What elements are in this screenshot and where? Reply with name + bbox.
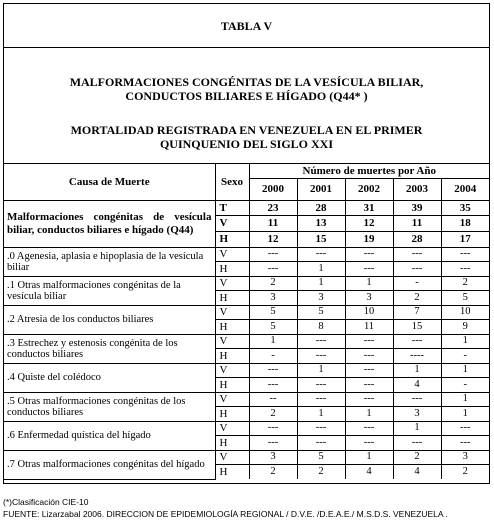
value-cell: 39: [393, 200, 441, 215]
sex-cell: V: [215, 392, 249, 407]
value-cell: ---: [393, 392, 441, 407]
value-cell: 1: [393, 363, 441, 378]
value-cell: 1: [345, 407, 393, 422]
value-cell: ---: [345, 392, 393, 407]
value-cell: 10: [441, 305, 489, 320]
year-header: 2001: [297, 178, 345, 200]
value-cell: 1: [249, 334, 297, 349]
value-cell: ---: [345, 247, 393, 262]
value-cell: 2: [393, 450, 441, 465]
value-cell: 5: [297, 305, 345, 320]
heading-line-1: MALFORMACIONES CONGÉNITAS DE LA VESÍCULA BILIAR,: [69, 75, 424, 89]
value-cell: 31: [345, 200, 393, 215]
value-cell: 4: [393, 378, 441, 393]
value-cell: 5: [441, 291, 489, 306]
cause-cell: .4 Quiste del colédoco: [4, 363, 215, 392]
value-cell: 12: [345, 215, 393, 231]
table-row: [4, 247, 489, 262]
value-cell: ---: [345, 349, 393, 364]
cause-cell: .0 Agenesia, aplasia e hipoplasia de la vesícula biliar: [4, 247, 215, 276]
heading-line-4: QUINQUENIO DEL SIGLO XXI: [159, 137, 334, 151]
year-header: 2003: [393, 178, 441, 200]
value-cell: 3: [297, 291, 345, 306]
value-cell: ---: [249, 363, 297, 378]
cause-cell-total: Malformaciones congénitas de vesícula biliar, conductos biliares e hígado (Q44): [4, 200, 215, 247]
value-cell: ---: [297, 392, 345, 407]
value-cell: ---: [393, 262, 441, 277]
value-cell: -: [393, 276, 441, 291]
cause-cell: .1 Otras malformaciones congénitas de la vesícula biliar: [4, 276, 215, 305]
value-cell: 2: [249, 465, 297, 480]
value-cell: ---: [441, 421, 489, 436]
sex-cell: H: [215, 349, 249, 364]
value-cell: 2: [441, 465, 489, 480]
value-cell: 2: [441, 276, 489, 291]
value-cell: ----: [393, 349, 441, 364]
cause-cell: .7 Otras malformaciones congénitas del hígado: [4, 450, 215, 479]
value-cell: 3: [249, 450, 297, 465]
mortality-table: [4, 164, 489, 480]
value-cell: ---: [297, 247, 345, 262]
value-cell: 19: [345, 231, 393, 247]
table-row: [4, 305, 489, 320]
sex-header: Sexo: [215, 164, 249, 200]
value-cell: ---: [345, 334, 393, 349]
value-cell: ---: [345, 378, 393, 393]
footnote-source: FUENTE: Lizarzabal 2006. DIRECCION DE EPIDEMIOLOGÍA REGIONAL / D.V.E. /D.E.A.E./ M.S.D.S. VENEZUELA .: [3, 509, 448, 519]
value-cell: ---: [393, 436, 441, 451]
value-cell: 5: [249, 320, 297, 335]
value-cell: 3: [441, 450, 489, 465]
value-cell: 1: [297, 407, 345, 422]
value-cell: 15: [297, 231, 345, 247]
table-title: TABLA V: [4, 4, 489, 48]
value-cell: ---: [249, 262, 297, 277]
value-cell: --: [249, 392, 297, 407]
value-cell: 2: [249, 276, 297, 291]
value-cell: -: [441, 349, 489, 364]
sex-cell: H: [215, 407, 249, 422]
table-row: [4, 334, 489, 349]
sex-cell: V: [215, 276, 249, 291]
sex-cell: V: [215, 247, 249, 262]
cause-cell: .3 Estrechez y estenosis congénita de los conductos biliares: [4, 334, 215, 363]
sex-cell: H: [215, 231, 249, 247]
value-cell: ---: [393, 334, 441, 349]
value-cell: ---: [345, 421, 393, 436]
value-cell: 15: [393, 320, 441, 335]
value-cell: 10: [345, 305, 393, 320]
value-cell: 17: [441, 231, 489, 247]
value-cell: ---: [249, 247, 297, 262]
value-cell: ---: [345, 262, 393, 277]
value-cell: 7: [393, 305, 441, 320]
value-cell: 28: [393, 231, 441, 247]
value-cell: 1: [345, 276, 393, 291]
value-cell: ---: [441, 247, 489, 262]
value-cell: ---: [249, 436, 297, 451]
cause-cell: .5 Otras malformaciones congénitas de los conductos biliares: [4, 392, 215, 421]
value-cell: ---: [249, 378, 297, 393]
sex-cell: H: [215, 291, 249, 306]
sex-cell: H: [215, 262, 249, 277]
value-cell: 23: [249, 200, 297, 215]
value-cell: ---: [441, 262, 489, 277]
heading-line-2: CONDUCTOS BILIARES E HÍGADO (Q44* ): [125, 89, 368, 103]
value-cell: 1: [297, 262, 345, 277]
sex-cell: V: [215, 334, 249, 349]
value-cell: ---: [249, 421, 297, 436]
value-cell: 2: [393, 291, 441, 306]
value-cell: 1: [441, 334, 489, 349]
sex-cell: V: [215, 363, 249, 378]
value-cell: 3: [393, 407, 441, 422]
value-cell: 1: [441, 407, 489, 422]
table-document: [3, 3, 490, 484]
table-row: [4, 450, 489, 465]
value-cell: 5: [297, 450, 345, 465]
value-cell: 3: [345, 291, 393, 306]
value-cell: 35: [441, 200, 489, 215]
sex-cell: H: [215, 378, 249, 393]
sex-cell: H: [215, 320, 249, 335]
value-cell: 4: [345, 465, 393, 480]
sex-cell: H: [215, 465, 249, 480]
value-cell: ---: [297, 421, 345, 436]
table-row: [4, 276, 489, 291]
value-cell: ---: [297, 436, 345, 451]
value-cell: 12: [249, 231, 297, 247]
sex-cell: V: [215, 450, 249, 465]
value-cell: 11: [249, 215, 297, 231]
value-cell: ---: [297, 378, 345, 393]
value-cell: 18: [441, 215, 489, 231]
value-cell: 11: [345, 320, 393, 335]
value-cell: 4: [393, 465, 441, 480]
value-cell: ---: [393, 247, 441, 262]
year-header: 2004: [441, 178, 489, 200]
year-header: 2000: [249, 178, 297, 200]
cause-cell: .6 Enfermedad quística del hígado: [4, 421, 215, 450]
value-cell: 9: [441, 320, 489, 335]
value-cell: 1: [297, 276, 345, 291]
table-body: [4, 164, 489, 479]
value-cell: ---: [345, 436, 393, 451]
table-row: [4, 421, 489, 436]
value-cell: 11: [393, 215, 441, 231]
deaths-per-year-header: Número de muertes por Año: [249, 164, 489, 178]
sex-cell: V: [215, 421, 249, 436]
footnote-classification: (*)Clasificación CIE-10: [3, 497, 89, 507]
table-row: [4, 392, 489, 407]
value-cell: 8: [297, 320, 345, 335]
value-cell: 1: [441, 392, 489, 407]
table-row: [4, 363, 489, 378]
value-cell: -: [441, 378, 489, 393]
sex-cell: V: [215, 215, 249, 231]
value-cell: 1: [393, 421, 441, 436]
value-cell: 28: [297, 200, 345, 215]
value-cell: 13: [297, 215, 345, 231]
sex-cell: V: [215, 305, 249, 320]
sex-cell: T: [215, 200, 249, 215]
value-cell: ---: [297, 349, 345, 364]
value-cell: ---: [297, 334, 345, 349]
value-cell: ---: [441, 436, 489, 451]
cause-cell: .2 Atresia de los conductos biliares: [4, 305, 215, 334]
value-cell: ---: [345, 363, 393, 378]
table-row-total: [4, 200, 489, 215]
value-cell: 3: [249, 291, 297, 306]
header-row-group: [4, 164, 489, 178]
value-cell: 1: [441, 363, 489, 378]
table-heading: [4, 48, 489, 164]
value-cell: 2: [249, 407, 297, 422]
sex-cell: H: [215, 436, 249, 451]
heading-line-3: MORTALIDAD REGISTRADA EN VENEZUELA EN EL PRIMER: [70, 123, 423, 137]
value-cell: 2: [297, 465, 345, 480]
value-cell: -: [249, 349, 297, 364]
value-cell: 1: [297, 363, 345, 378]
year-header: 2002: [345, 178, 393, 200]
cause-header: Causa de Muerte: [4, 164, 215, 200]
value-cell: 1: [345, 450, 393, 465]
value-cell: 5: [249, 305, 297, 320]
